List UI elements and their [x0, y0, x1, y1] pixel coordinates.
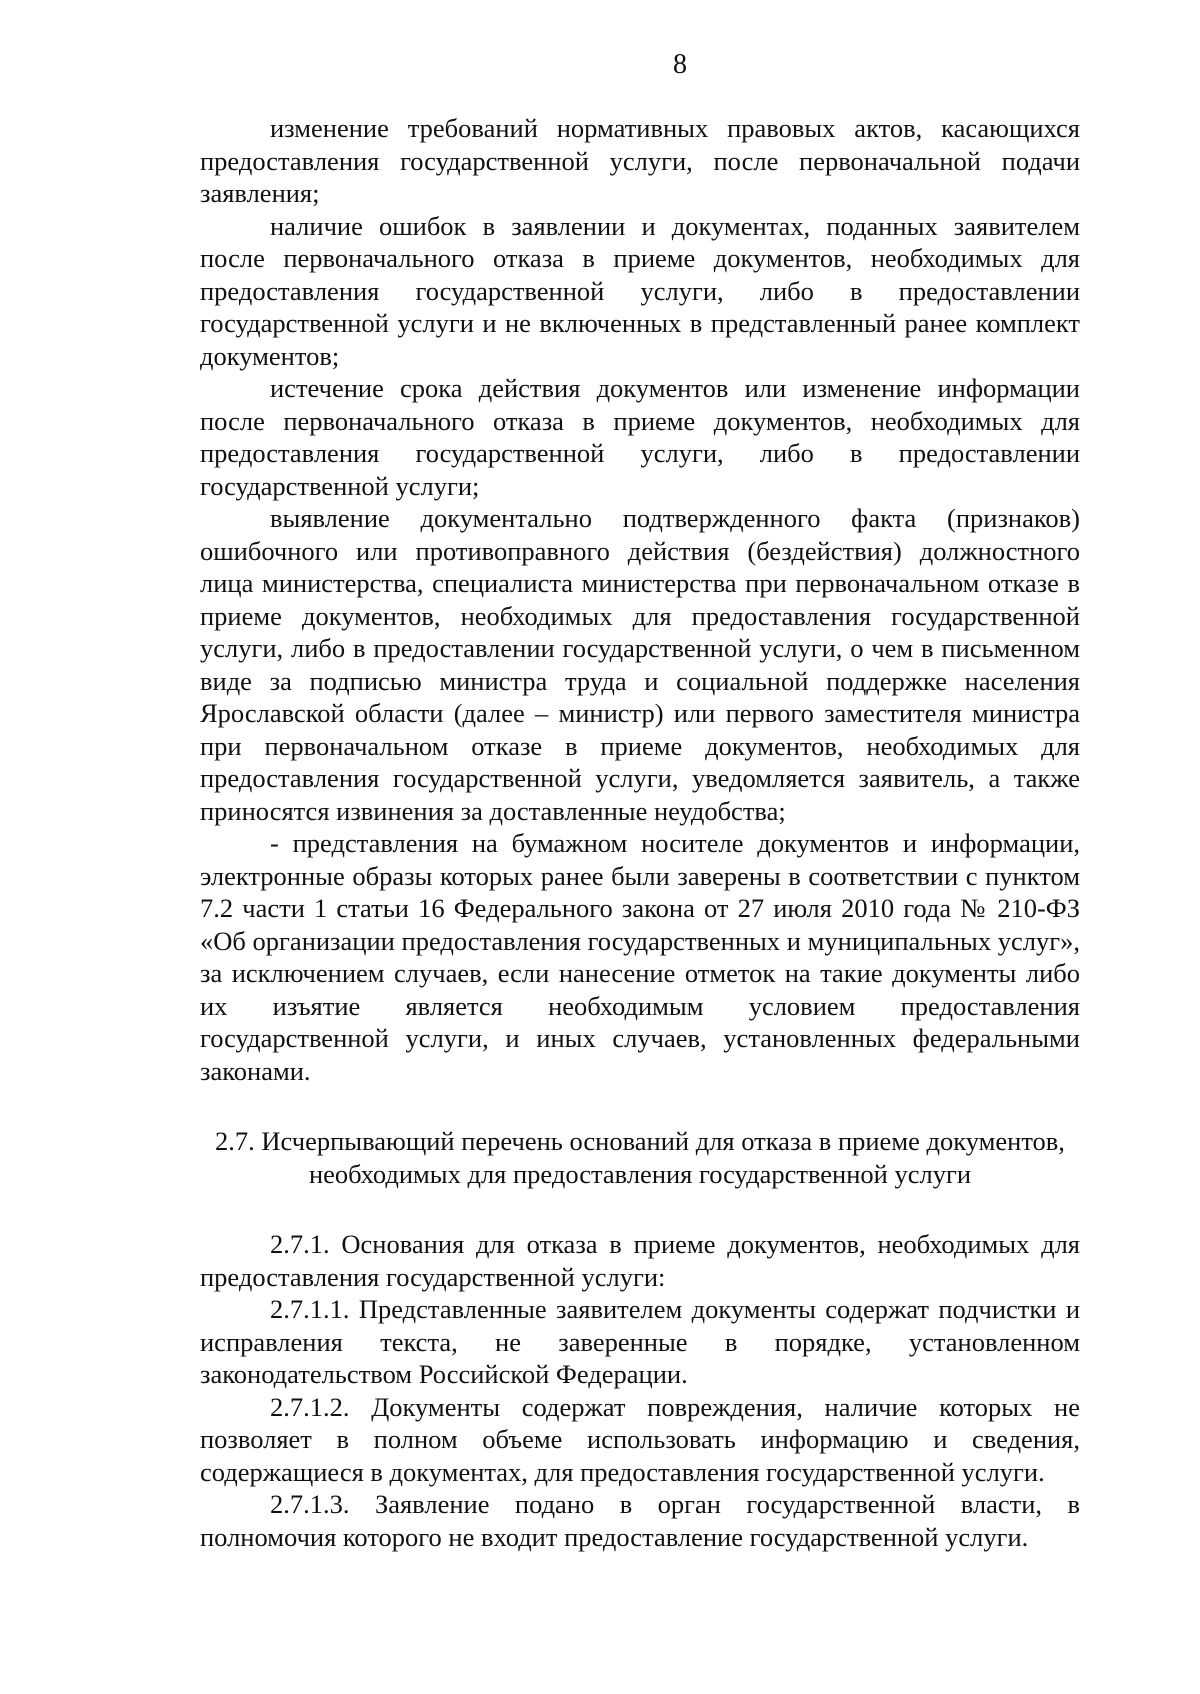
paragraph-2-7-1-1: 2.7.1.1. Представленные заявителем документы содержат подчистки и исправления текста, не заверенные в порядке, установленном законодательством Российской Федерации. — [200, 1294, 1080, 1389]
section-heading-line-1: 2.7. Исчерпывающий перечень оснований для отказа в приеме документов, — [215, 1126, 1065, 1156]
paragraph-requirements-change: изменение требований нормативных правовых актов, касающихся предоставления государственной услуги, после первоначальной подачи заявления; — [200, 113, 1080, 208]
grounds-list — [200, 112, 1080, 1087]
paragraph-2-7-1-2: 2.7.1.2. Документы содержат повреждения, наличие которых не позволяет в полном объеме использовать информацию и сведения, содержащиеся в документах, для предоставления государственной услуги. — [200, 1391, 1080, 1487]
section-heading-2-7 — [200, 1125, 1080, 1190]
paragraph-documents-expiry: истечение срока действия документов или изменение информации после первоначального отказа в приеме документов, необходимых для предоставления государственной услуги, либо в предоставлении государственной услуги; — [200, 373, 1080, 501]
paragraph-paper-documents: - представления на бумажном носителе документов и информации, электронные образы которых ранее были заверены в соответствии с пунктом 7.2 части 1 статьи 16 Федерального закона от 27 июля 2010 года № 210-ФЗ «Об организации предоставления государственных и муниципальных услуг», за исключением случаев, если нанесение отметок на такие документы либо их изъятие является необходимым условием предоставления государственной услуги, и иных случаев, установленных федеральными законами. — [200, 828, 1080, 1086]
paragraph-erroneous-action: выявление документально подтвержденного факта (признаков) ошибочного или противоправного действия (бездействия) должностного лица министерства, специалиста министерства при первоначальном отказе в приеме документов, необходимых для предоставления государственной услуги, либо в предоставлении государственной услуги, о чем в письменном виде за подписью министра труда и социальной поддержке населения Ярославской области (далее – министр) или первого заместителя министра при первоначальном отказе в приеме документов, необходимых для предоставления государственной услуги, уведомляется заявитель, а также приносятся извинения за доставленные неудобства; — [200, 503, 1080, 826]
paragraph-2-7-1-3: 2.7.1.3. Заявление подано в орган государственной власти, в полномочия которого не входит предоставление государственной услуги. — [200, 1489, 1080, 1552]
page-number: 8 — [673, 49, 687, 80]
paragraph-errors-in-application: наличие ошибок в заявлении и документах, поданных заявителем после первоначального отказа в приеме документов, необходимых для предоставления государственной услуги, либо в предоставлении государственной услуги и не включенных в представленный ранее комплект документов; — [200, 210, 1080, 371]
refusal-grounds-list — [200, 1228, 1080, 1553]
paragraph-2-7-1: 2.7.1. Основания для отказа в приеме документов, необходимых для предоставления государственной услуги: — [200, 1229, 1080, 1292]
section-heading-line-2: необходимых для предоставления государственной услуги — [308, 1158, 972, 1189]
